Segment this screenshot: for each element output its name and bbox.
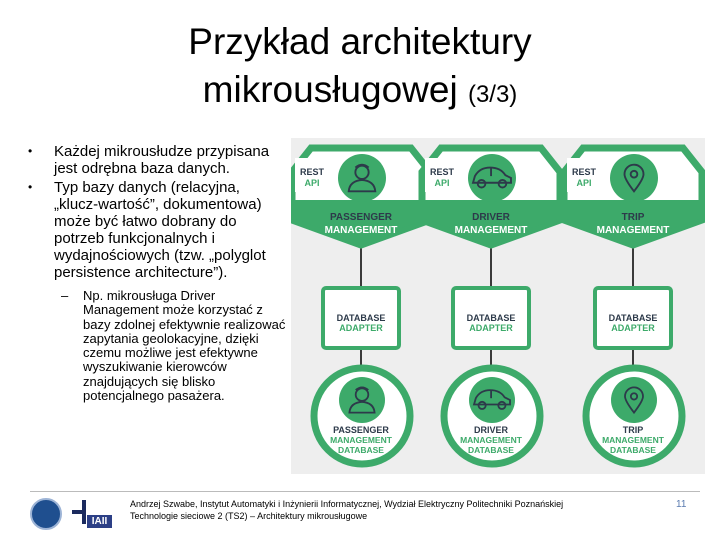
university-logo [30, 498, 62, 530]
api-label: REST [571, 167, 597, 177]
footer-author: Andrzej Szwabe, Instytut Automatyki i Inżynierii Informatycznej, Wydział Elektryczny Politechniki Poznańskiej [130, 499, 564, 509]
database-label: DATABASE [610, 445, 656, 455]
title-suffix: (3/3) [467, 81, 518, 108]
bullet-text: Każdej mikrousłudze przypisana jest odrębna baza danych. [54, 143, 270, 177]
slide-title [100, 18, 620, 119]
logo-label: IAII [87, 515, 112, 528]
api-label: REST [429, 167, 455, 177]
service-name: DRIVER [472, 212, 510, 223]
database-label: TRIP [622, 425, 644, 435]
sub-bullet-text: Np. mikrousługa Driver Management może korzystać z bazy zdolnej efektywnie realizować zapytania geolokacyjne, dzięki czemu możliwe jest efektywne wyszukiwanie kierowców znajdujących się blisko potencjalnego pasażera. [83, 288, 286, 404]
adapter-label: DATABASE [466, 313, 516, 323]
bullet-text: Typ bazy danych (relacyjna, „klucz-wartość”, dokumentowa) może być łatwo dobrany do potrzeb funkcjonalnych i wydajnościowych (tzw. „polyglot persistence architecture”). [54, 179, 266, 281]
institute-logo [70, 496, 114, 530]
database-label: MANAGEMENT [460, 435, 522, 445]
database-label: MANAGEMENT [602, 435, 664, 445]
service-name: MANAGEMENT [324, 225, 398, 236]
service-name: MANAGEMENT [596, 225, 670, 236]
architecture-diagram [291, 138, 705, 474]
bullet-dot-icon: • [28, 180, 33, 194]
bullet-item [28, 143, 288, 177]
page-number: 11 [676, 499, 687, 510]
bullet-dot-icon: • [28, 144, 33, 158]
title-line-2 [100, 66, 620, 119]
database-label: PASSENGER [333, 425, 389, 435]
title-line-1: Przykład architektury [188, 21, 532, 62]
api-label: API [304, 178, 320, 188]
adapter-label: ADAPTER [339, 323, 383, 333]
service-name: PASSENGER [329, 212, 393, 223]
database-label: DRIVER [473, 425, 509, 435]
logo-bar [82, 500, 86, 524]
logo-bar [72, 510, 82, 514]
adapter-label: ADAPTER [611, 323, 655, 333]
dash-icon: – [61, 288, 69, 303]
adapter-label: DATABASE [336, 313, 386, 323]
api-label: API [434, 178, 450, 188]
service-name: MANAGEMENT [454, 225, 528, 236]
adapter-label: DATABASE [608, 313, 658, 323]
database-label: DATABASE [338, 445, 384, 455]
title-word: mikrousługowej [202, 69, 458, 110]
footer-course: Technologie sieciowe 2 (TS2) – Architektury mikrousługowe [130, 511, 368, 521]
database-label: DATABASE [468, 445, 514, 455]
service-name: TRIP [621, 212, 645, 223]
adapter-label: ADAPTER [469, 323, 513, 333]
footer-divider [30, 491, 700, 492]
api-label: REST [299, 167, 325, 177]
diagram-canvas [291, 138, 705, 474]
database-label: MANAGEMENT [330, 435, 392, 445]
sub-bullet-item [61, 289, 288, 403]
api-label: API [576, 178, 592, 188]
footer-text [130, 498, 650, 522]
bullet-list [28, 143, 288, 403]
bullet-item [28, 179, 288, 281]
